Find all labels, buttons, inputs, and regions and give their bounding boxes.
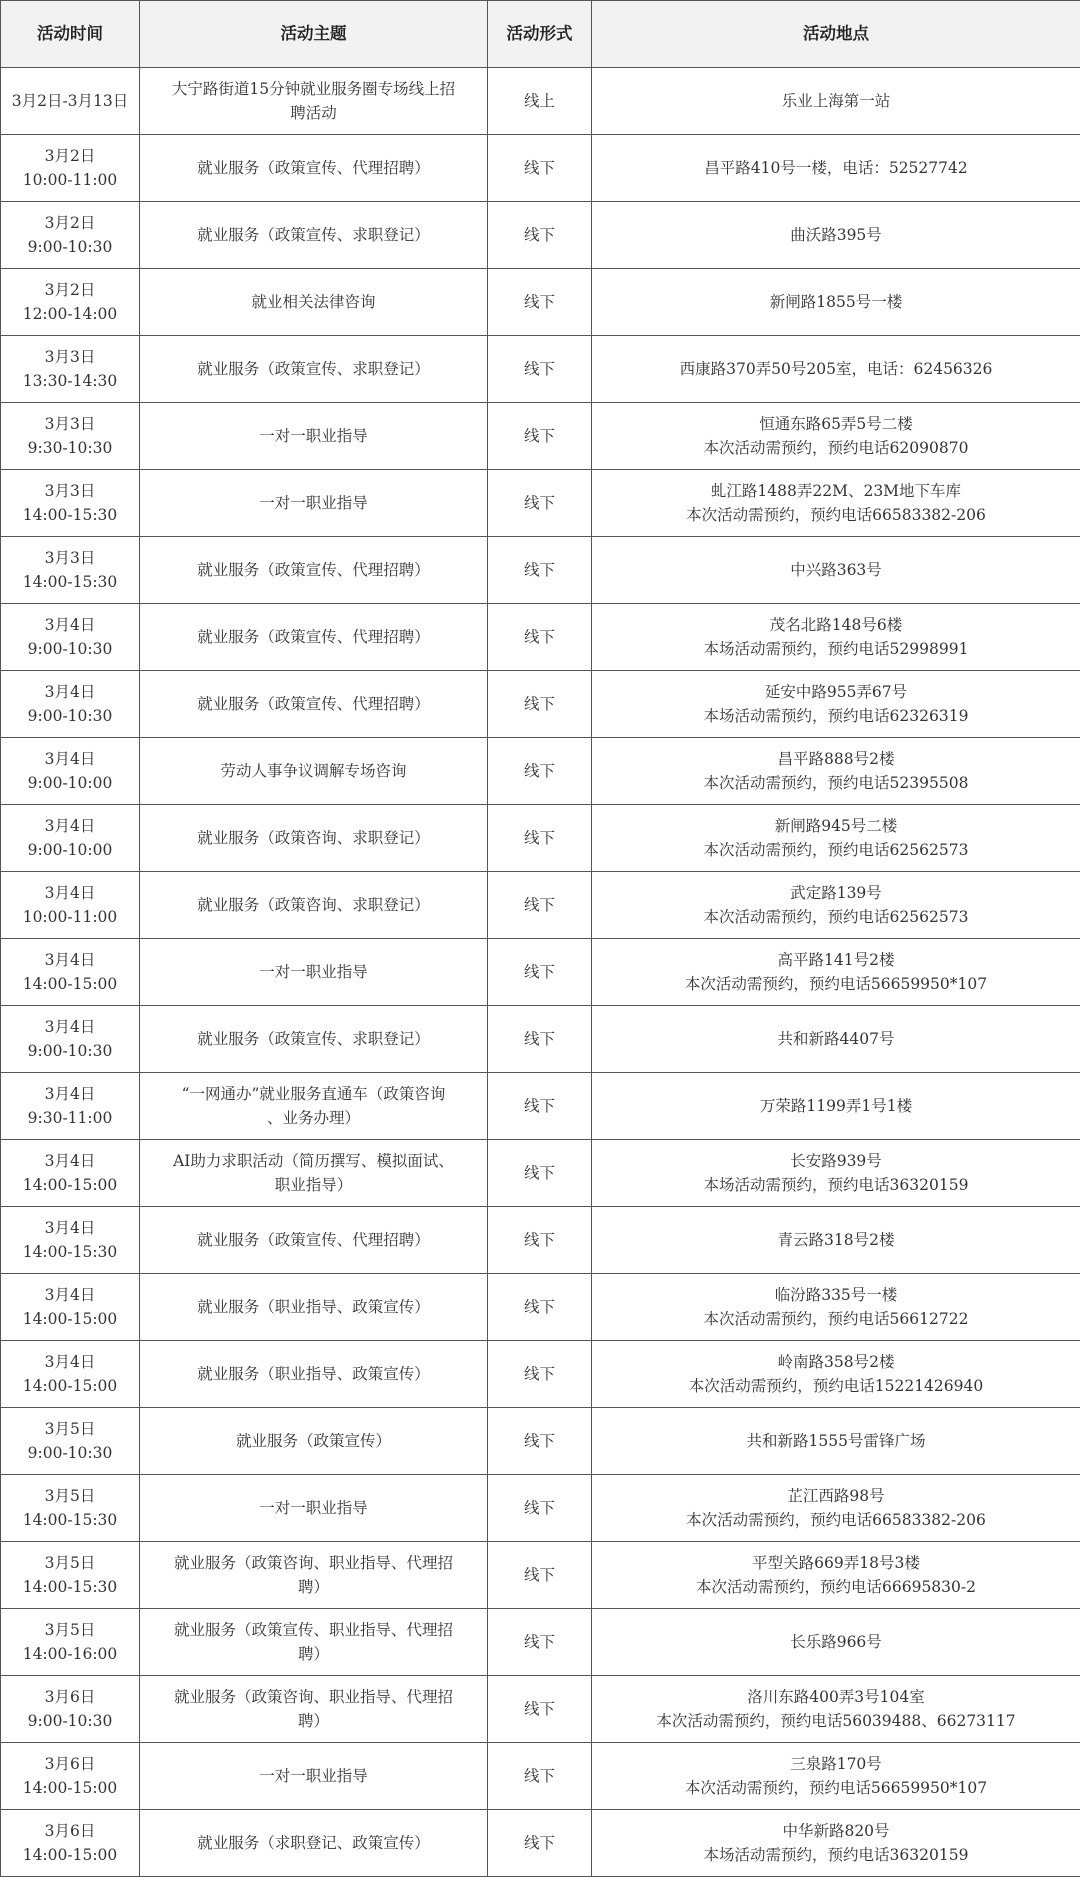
cell-activity-place-line: 本次活动需预约，预约电话56039488、66273117	[656, 1712, 1016, 1730]
cell-activity-theme-line: 就业服务（政策宣传、代理招聘）	[197, 159, 430, 177]
cell-activity-time-line: 3月6日	[44, 1755, 96, 1773]
table-row	[1, 1475, 1080, 1542]
cell-activity-time-line: 3月3日	[44, 482, 96, 500]
cell-activity-place-line: 本次活动需预约，预约电话66583382-206	[686, 1511, 986, 1529]
table-row	[1, 671, 1080, 738]
cell-activity-theme-line: 职业指导）	[274, 1176, 353, 1194]
cell-activity-form: 线下	[488, 336, 592, 403]
cell-activity-theme	[140, 1073, 488, 1140]
cell-activity-time	[1, 1542, 140, 1609]
cell-activity-theme	[140, 68, 488, 135]
cell-activity-theme	[140, 1475, 488, 1542]
cell-activity-theme	[140, 403, 488, 470]
cell-activity-time-line: 3月4日	[44, 1085, 96, 1103]
cell-activity-place-line: 本次活动需预约，预约电话62562573	[703, 908, 969, 926]
cell-activity-form: 线下	[488, 537, 592, 604]
cell-activity-place-line: 本场活动需预约，预约电话52998991	[703, 640, 969, 658]
cell-activity-place-line: 本场活动需预约，预约电话36320159	[703, 1176, 969, 1194]
cell-activity-time-line: 10:00-11:00	[22, 908, 118, 926]
cell-activity-place	[592, 1676, 1080, 1743]
cell-activity-time	[1, 68, 140, 135]
cell-activity-theme-line: 一对一职业指导	[259, 494, 368, 512]
table-row	[1, 403, 1080, 470]
cell-activity-form: 线下	[488, 1810, 592, 1877]
cell-activity-place-line: 昌平路410号一楼，电话：52527742	[704, 159, 968, 177]
cell-activity-theme-line: 聘）	[297, 1578, 329, 1596]
table-row	[1, 537, 1080, 604]
cell-activity-time-line: 3月4日	[44, 884, 96, 902]
cell-activity-place-line: 洛川东路400弄3号104室	[747, 1688, 925, 1706]
cell-activity-theme-line: 、业务办理）	[266, 1109, 360, 1127]
cell-activity-place-line: 新闸路1855号一楼	[769, 293, 903, 311]
table-row	[1, 1743, 1080, 1810]
cell-activity-place-line: 西康路370弄50号205室，电话：62456326	[679, 360, 993, 378]
cell-activity-place-line: 武定路139号	[790, 884, 882, 902]
cell-activity-form: 线下	[488, 1743, 592, 1810]
cell-activity-time-line: 3月4日	[44, 616, 96, 634]
cell-activity-time	[1, 1743, 140, 1810]
cell-activity-time-line: 14:00-15:30	[22, 573, 118, 591]
cell-activity-place	[592, 202, 1080, 269]
cell-activity-time-line: 14:00-15:00	[22, 1176, 118, 1194]
cell-activity-time-line: 14:00-15:30	[22, 1511, 118, 1529]
table-row	[1, 135, 1080, 202]
header-activity-place: 活动地点	[592, 1, 1080, 68]
cell-activity-theme-line: AI助力求职活动（简历撰写、模拟面试、	[173, 1152, 454, 1170]
cell-activity-theme	[140, 1207, 488, 1274]
cell-activity-place-line: 茂名北路148号6楼	[769, 616, 903, 634]
cell-activity-theme-line: 就业服务（政策宣传、求职登记）	[197, 1030, 430, 1048]
cell-activity-time-line: 3月6日	[44, 1822, 96, 1840]
cell-activity-time	[1, 805, 140, 872]
cell-activity-form: 线下	[488, 202, 592, 269]
table-row	[1, 1676, 1080, 1743]
cell-activity-time	[1, 1810, 140, 1877]
cell-activity-form: 线下	[488, 671, 592, 738]
cell-activity-theme	[140, 1408, 488, 1475]
cell-activity-place	[592, 1743, 1080, 1810]
cell-activity-place-line: 本次活动需预约，预约电话15221426940	[688, 1377, 984, 1395]
cell-activity-theme-line: 劳动人事争议调解专场咨询	[220, 762, 407, 780]
cell-activity-place-line: 共和新路1555号雷锋广场	[746, 1432, 926, 1450]
cell-activity-theme-line: 就业服务（政策宣传、代理招聘）	[197, 695, 430, 713]
cell-activity-theme-line: 就业服务（政策咨询、求职登记）	[197, 829, 430, 847]
cell-activity-time-line: 9:00-10:30	[27, 1712, 113, 1730]
cell-activity-time-line: 14:00-15:00	[22, 1377, 118, 1395]
cell-activity-theme-line: 就业服务（求职登记、政策宣传）	[197, 1834, 430, 1852]
cell-activity-theme-line: 就业服务（政策宣传、代理招聘）	[197, 1231, 430, 1249]
cell-activity-theme-line: 就业服务（职业指导、政策宣传）	[197, 1365, 430, 1383]
cell-activity-time-line: 13:30-14:30	[22, 372, 118, 390]
cell-activity-place	[592, 939, 1080, 1006]
cell-activity-form: 线下	[488, 1274, 592, 1341]
cell-activity-time-line: 9:00-10:30	[27, 1444, 113, 1462]
cell-activity-theme	[140, 1006, 488, 1073]
cell-activity-theme	[140, 1274, 488, 1341]
cell-activity-place	[592, 403, 1080, 470]
cell-activity-theme	[140, 1542, 488, 1609]
cell-activity-time-line: 3月5日	[44, 1621, 96, 1639]
cell-activity-time-line: 3月4日	[44, 750, 96, 768]
cell-activity-place	[592, 470, 1080, 537]
cell-activity-place	[592, 604, 1080, 671]
cell-activity-theme-line: 一对一职业指导	[259, 1499, 368, 1517]
table-row	[1, 604, 1080, 671]
cell-activity-time-line: 14:00-16:00	[22, 1645, 118, 1663]
cell-activity-time-line: 9:00-10:00	[27, 841, 113, 859]
table-row	[1, 1274, 1080, 1341]
cell-activity-place-line: 本次活动需预约，预约电话66695830-2	[696, 1578, 976, 1596]
cell-activity-form: 线下	[488, 939, 592, 1006]
cell-activity-theme	[140, 336, 488, 403]
cell-activity-form: 线上	[488, 68, 592, 135]
cell-activity-time-line: 3月5日	[44, 1554, 96, 1572]
cell-activity-time	[1, 1140, 140, 1207]
cell-activity-place-line: 中兴路363号	[790, 561, 882, 579]
cell-activity-time	[1, 1207, 140, 1274]
cell-activity-time-line: 3月2日	[44, 147, 96, 165]
cell-activity-place	[592, 1140, 1080, 1207]
table-row	[1, 68, 1080, 135]
cell-activity-time	[1, 470, 140, 537]
cell-activity-time-line: 3月3日	[44, 348, 96, 366]
cell-activity-theme-line: 一对一职业指导	[259, 427, 368, 445]
header-row	[1, 1, 1080, 68]
cell-activity-place	[592, 1073, 1080, 1140]
cell-activity-time-line: 3月3日	[44, 415, 96, 433]
cell-activity-form: 线下	[488, 1542, 592, 1609]
cell-activity-place-line: 青云路318号2楼	[777, 1231, 895, 1249]
cell-activity-time	[1, 1006, 140, 1073]
cell-activity-form: 线下	[488, 1073, 592, 1140]
table-row	[1, 872, 1080, 939]
header-activity-theme: 活动主题	[140, 1, 488, 68]
cell-activity-theme	[140, 1676, 488, 1743]
cell-activity-form: 线下	[488, 872, 592, 939]
cell-activity-theme	[140, 269, 488, 336]
cell-activity-theme	[140, 1140, 488, 1207]
table-row	[1, 1006, 1080, 1073]
cell-activity-place-line: 本次活动需预约，预约电话56659950*107	[684, 975, 988, 993]
cell-activity-theme	[140, 1743, 488, 1810]
cell-activity-place-line: 延安中路955弄67号	[764, 683, 908, 701]
cell-activity-place	[592, 805, 1080, 872]
cell-activity-time-line: 9:30-10:30	[27, 439, 113, 457]
cell-activity-place-line: 长安路939号	[790, 1152, 882, 1170]
cell-activity-form: 线下	[488, 403, 592, 470]
cell-activity-place-line: 本次活动需预约，预约电话52395508	[703, 774, 969, 792]
cell-activity-time	[1, 202, 140, 269]
cell-activity-form: 线下	[488, 1006, 592, 1073]
cell-activity-theme-line: 就业相关法律咨询	[251, 293, 376, 311]
cell-activity-time	[1, 1341, 140, 1408]
table-row	[1, 1408, 1080, 1475]
cell-activity-place	[592, 537, 1080, 604]
cell-activity-time	[1, 671, 140, 738]
cell-activity-place	[592, 1274, 1080, 1341]
cell-activity-time-line: 3月2日	[44, 281, 96, 299]
cell-activity-time	[1, 537, 140, 604]
cell-activity-place	[592, 1408, 1080, 1475]
cell-activity-time-line: 9:00-10:30	[27, 640, 113, 658]
cell-activity-place-line: 新闸路945号二楼	[774, 817, 898, 835]
cell-activity-place-line: 芷江西路98号	[787, 1487, 885, 1505]
table-row	[1, 269, 1080, 336]
cell-activity-time	[1, 1475, 140, 1542]
table-body	[1, 68, 1080, 1877]
cell-activity-form: 线下	[488, 1341, 592, 1408]
table-row	[1, 336, 1080, 403]
cell-activity-place	[592, 68, 1080, 135]
cell-activity-time-line: 3月4日	[44, 1286, 96, 1304]
cell-activity-place-line: 虬江路1488弄22M、23M地下车库	[710, 482, 962, 500]
cell-activity-theme-line: 一对一职业指导	[259, 1767, 368, 1785]
table-row	[1, 1609, 1080, 1676]
cell-activity-form: 线下	[488, 1609, 592, 1676]
cell-activity-place-line: 三泉路170号	[790, 1755, 882, 1773]
cell-activity-time	[1, 738, 140, 805]
table-header	[1, 1, 1080, 68]
cell-activity-time	[1, 604, 140, 671]
cell-activity-time-line: 3月5日	[44, 1487, 96, 1505]
cell-activity-place-line: 本次活动需预约，预约电话56659950*107	[684, 1779, 988, 1797]
cell-activity-time-line: 9:00-10:00	[27, 774, 113, 792]
cell-activity-place	[592, 738, 1080, 805]
table-row	[1, 470, 1080, 537]
cell-activity-time-line: 3月4日	[44, 683, 96, 701]
cell-activity-place-line: 昌平路888号2楼	[777, 750, 895, 768]
table-row	[1, 1341, 1080, 1408]
cell-activity-time-line: 3月5日	[44, 1420, 96, 1438]
cell-activity-place-line: 乐业上海第一站	[781, 92, 891, 110]
cell-activity-theme-line: 大宁路街道15分钟就业服务圈专场线上招	[171, 80, 456, 98]
cell-activity-time	[1, 1274, 140, 1341]
cell-activity-time-line: 14:00-15:30	[22, 1243, 118, 1261]
table-row	[1, 1207, 1080, 1274]
cell-activity-form: 线下	[488, 805, 592, 872]
cell-activity-theme	[140, 470, 488, 537]
cell-activity-theme	[140, 872, 488, 939]
cell-activity-theme-line: 聘）	[297, 1645, 329, 1663]
cell-activity-time-line: 12:00-14:00	[22, 305, 118, 323]
cell-activity-place	[592, 336, 1080, 403]
cell-activity-theme-line: 就业服务（政策咨询、职业指导、代理招	[173, 1688, 453, 1706]
cell-activity-theme-line: 就业服务（政策咨询、求职登记）	[197, 896, 430, 914]
cell-activity-time	[1, 269, 140, 336]
cell-activity-time	[1, 403, 140, 470]
cell-activity-theme-line: 就业服务（职业指导、政策宣传）	[197, 1298, 430, 1316]
cell-activity-time-line: 3月6日	[44, 1688, 96, 1706]
cell-activity-time-line: 3月4日	[44, 1219, 96, 1237]
cell-activity-place-line: 万荣路1199弄1号1楼	[759, 1097, 913, 1115]
cell-activity-time-line: 3月2日-3月13日	[11, 92, 129, 110]
cell-activity-place-line: 共和新路4407号	[777, 1030, 895, 1048]
table-row	[1, 738, 1080, 805]
cell-activity-place-line: 恒通东路65弄5号二楼	[759, 415, 913, 433]
cell-activity-place-line: 本次活动需预约，预约电话62562573	[703, 841, 969, 859]
table-row	[1, 939, 1080, 1006]
cell-activity-theme-line: 就业服务（政策咨询、职业指导、代理招	[173, 1554, 453, 1572]
table-row	[1, 1140, 1080, 1207]
cell-activity-time	[1, 939, 140, 1006]
cell-activity-theme-line: 聘活动	[290, 104, 337, 122]
cell-activity-form: 线下	[488, 135, 592, 202]
cell-activity-theme	[140, 738, 488, 805]
cell-activity-theme	[140, 671, 488, 738]
cell-activity-time	[1, 1676, 140, 1743]
cell-activity-theme-line: 就业服务（政策宣传、代理招聘）	[197, 628, 430, 646]
cell-activity-place	[592, 135, 1080, 202]
table-row	[1, 1542, 1080, 1609]
cell-activity-form: 线下	[488, 269, 592, 336]
cell-activity-time-line: 10:00-11:00	[22, 171, 118, 189]
cell-activity-theme	[140, 1341, 488, 1408]
cell-activity-form: 线下	[488, 738, 592, 805]
cell-activity-theme-line: 就业服务（政策宣传、职业指导、代理招	[173, 1621, 453, 1639]
cell-activity-theme-line: 就业服务（政策宣传、求职登记）	[197, 226, 430, 244]
cell-activity-theme	[140, 202, 488, 269]
cell-activity-place	[592, 1006, 1080, 1073]
table-row	[1, 1073, 1080, 1140]
table-row	[1, 202, 1080, 269]
cell-activity-place	[592, 1542, 1080, 1609]
cell-activity-place-line: 中华新路820号	[782, 1822, 890, 1840]
cell-activity-place	[592, 1475, 1080, 1542]
cell-activity-place	[592, 1609, 1080, 1676]
cell-activity-form: 线下	[488, 1475, 592, 1542]
cell-activity-place-line: 本次活动需预约，预约电话62090870	[703, 439, 969, 457]
cell-activity-time-line: 14:00-15:00	[22, 1310, 118, 1328]
cell-activity-theme	[140, 1609, 488, 1676]
cell-activity-theme-line: “一网通办”就业服务直通车（政策咨询	[181, 1085, 446, 1103]
cell-activity-time-line: 14:00-15:00	[22, 975, 118, 993]
cell-activity-place-line: 本场活动需预约，预约电话36320159	[703, 1846, 969, 1864]
cell-activity-time	[1, 1609, 140, 1676]
cell-activity-theme-line: 一对一职业指导	[259, 963, 368, 981]
cell-activity-time-line: 3月4日	[44, 817, 96, 835]
cell-activity-time	[1, 872, 140, 939]
cell-activity-theme-line: 就业服务（政策宣传）	[235, 1432, 391, 1450]
cell-activity-form: 线下	[488, 470, 592, 537]
cell-activity-form: 线下	[488, 1207, 592, 1274]
cell-activity-place	[592, 1207, 1080, 1274]
cell-activity-time-line: 3月4日	[44, 951, 96, 969]
table-row	[1, 805, 1080, 872]
cell-activity-place-line: 高平路141号2楼	[777, 951, 895, 969]
cell-activity-form: 线下	[488, 1408, 592, 1475]
cell-activity-time	[1, 135, 140, 202]
cell-activity-form: 线下	[488, 1140, 592, 1207]
cell-activity-time-line: 14:00-15:30	[22, 506, 118, 524]
cell-activity-time-line: 14:00-15:00	[22, 1779, 118, 1797]
cell-activity-theme-line: 就业服务（政策宣传、代理招聘）	[197, 561, 430, 579]
cell-activity-place-line: 岭南路358号2楼	[777, 1353, 895, 1371]
cell-activity-theme	[140, 1810, 488, 1877]
cell-activity-place-line: 本次活动需预约，预约电话66583382-206	[686, 506, 986, 524]
cell-activity-place-line: 平型关路669弄18号3楼	[752, 1554, 920, 1572]
cell-activity-time-line: 14:00-15:30	[22, 1578, 118, 1596]
header-activity-time: 活动时间	[1, 1, 140, 68]
cell-activity-place-line: 本次活动需预约，预约电话56612722	[703, 1310, 969, 1328]
cell-activity-time-line: 3月4日	[44, 1152, 96, 1170]
cell-activity-place	[592, 269, 1080, 336]
cell-activity-time	[1, 1408, 140, 1475]
cell-activity-time-line: 9:00-10:30	[27, 1042, 113, 1060]
cell-activity-place	[592, 1810, 1080, 1877]
cell-activity-place	[592, 1341, 1080, 1408]
cell-activity-place-line: 临汾路335号一楼	[774, 1286, 898, 1304]
cell-activity-form: 线下	[488, 604, 592, 671]
cell-activity-place	[592, 872, 1080, 939]
cell-activity-time-line: 9:00-10:30	[27, 707, 113, 725]
cell-activity-place	[592, 671, 1080, 738]
cell-activity-time-line: 3月3日	[44, 549, 96, 567]
header-activity-form: 活动形式	[488, 1, 592, 68]
cell-activity-theme-line: 聘）	[297, 1712, 329, 1730]
cell-activity-place-line: 曲沃路395号	[790, 226, 882, 244]
cell-activity-time	[1, 336, 140, 403]
cell-activity-place-line: 长乐路966号	[790, 1633, 882, 1651]
cell-activity-theme	[140, 537, 488, 604]
cell-activity-time-line: 3月4日	[44, 1018, 96, 1036]
table-row	[1, 1810, 1080, 1877]
cell-activity-time-line: 14:00-15:00	[22, 1846, 118, 1864]
cell-activity-time-line: 3月2日	[44, 214, 96, 232]
cell-activity-time-line: 3月4日	[44, 1353, 96, 1371]
cell-activity-theme	[140, 135, 488, 202]
cell-activity-time-line: 9:30-11:00	[27, 1109, 113, 1127]
cell-activity-theme	[140, 805, 488, 872]
cell-activity-theme	[140, 939, 488, 1006]
cell-activity-time-line: 9:00-10:30	[27, 238, 113, 256]
cell-activity-theme-line: 就业服务（政策宣传、求职登记）	[197, 360, 430, 378]
cell-activity-place-line: 本场活动需预约，预约电话62326319	[703, 707, 969, 725]
cell-activity-time	[1, 1073, 140, 1140]
cell-activity-theme	[140, 604, 488, 671]
cell-activity-form: 线下	[488, 1676, 592, 1743]
